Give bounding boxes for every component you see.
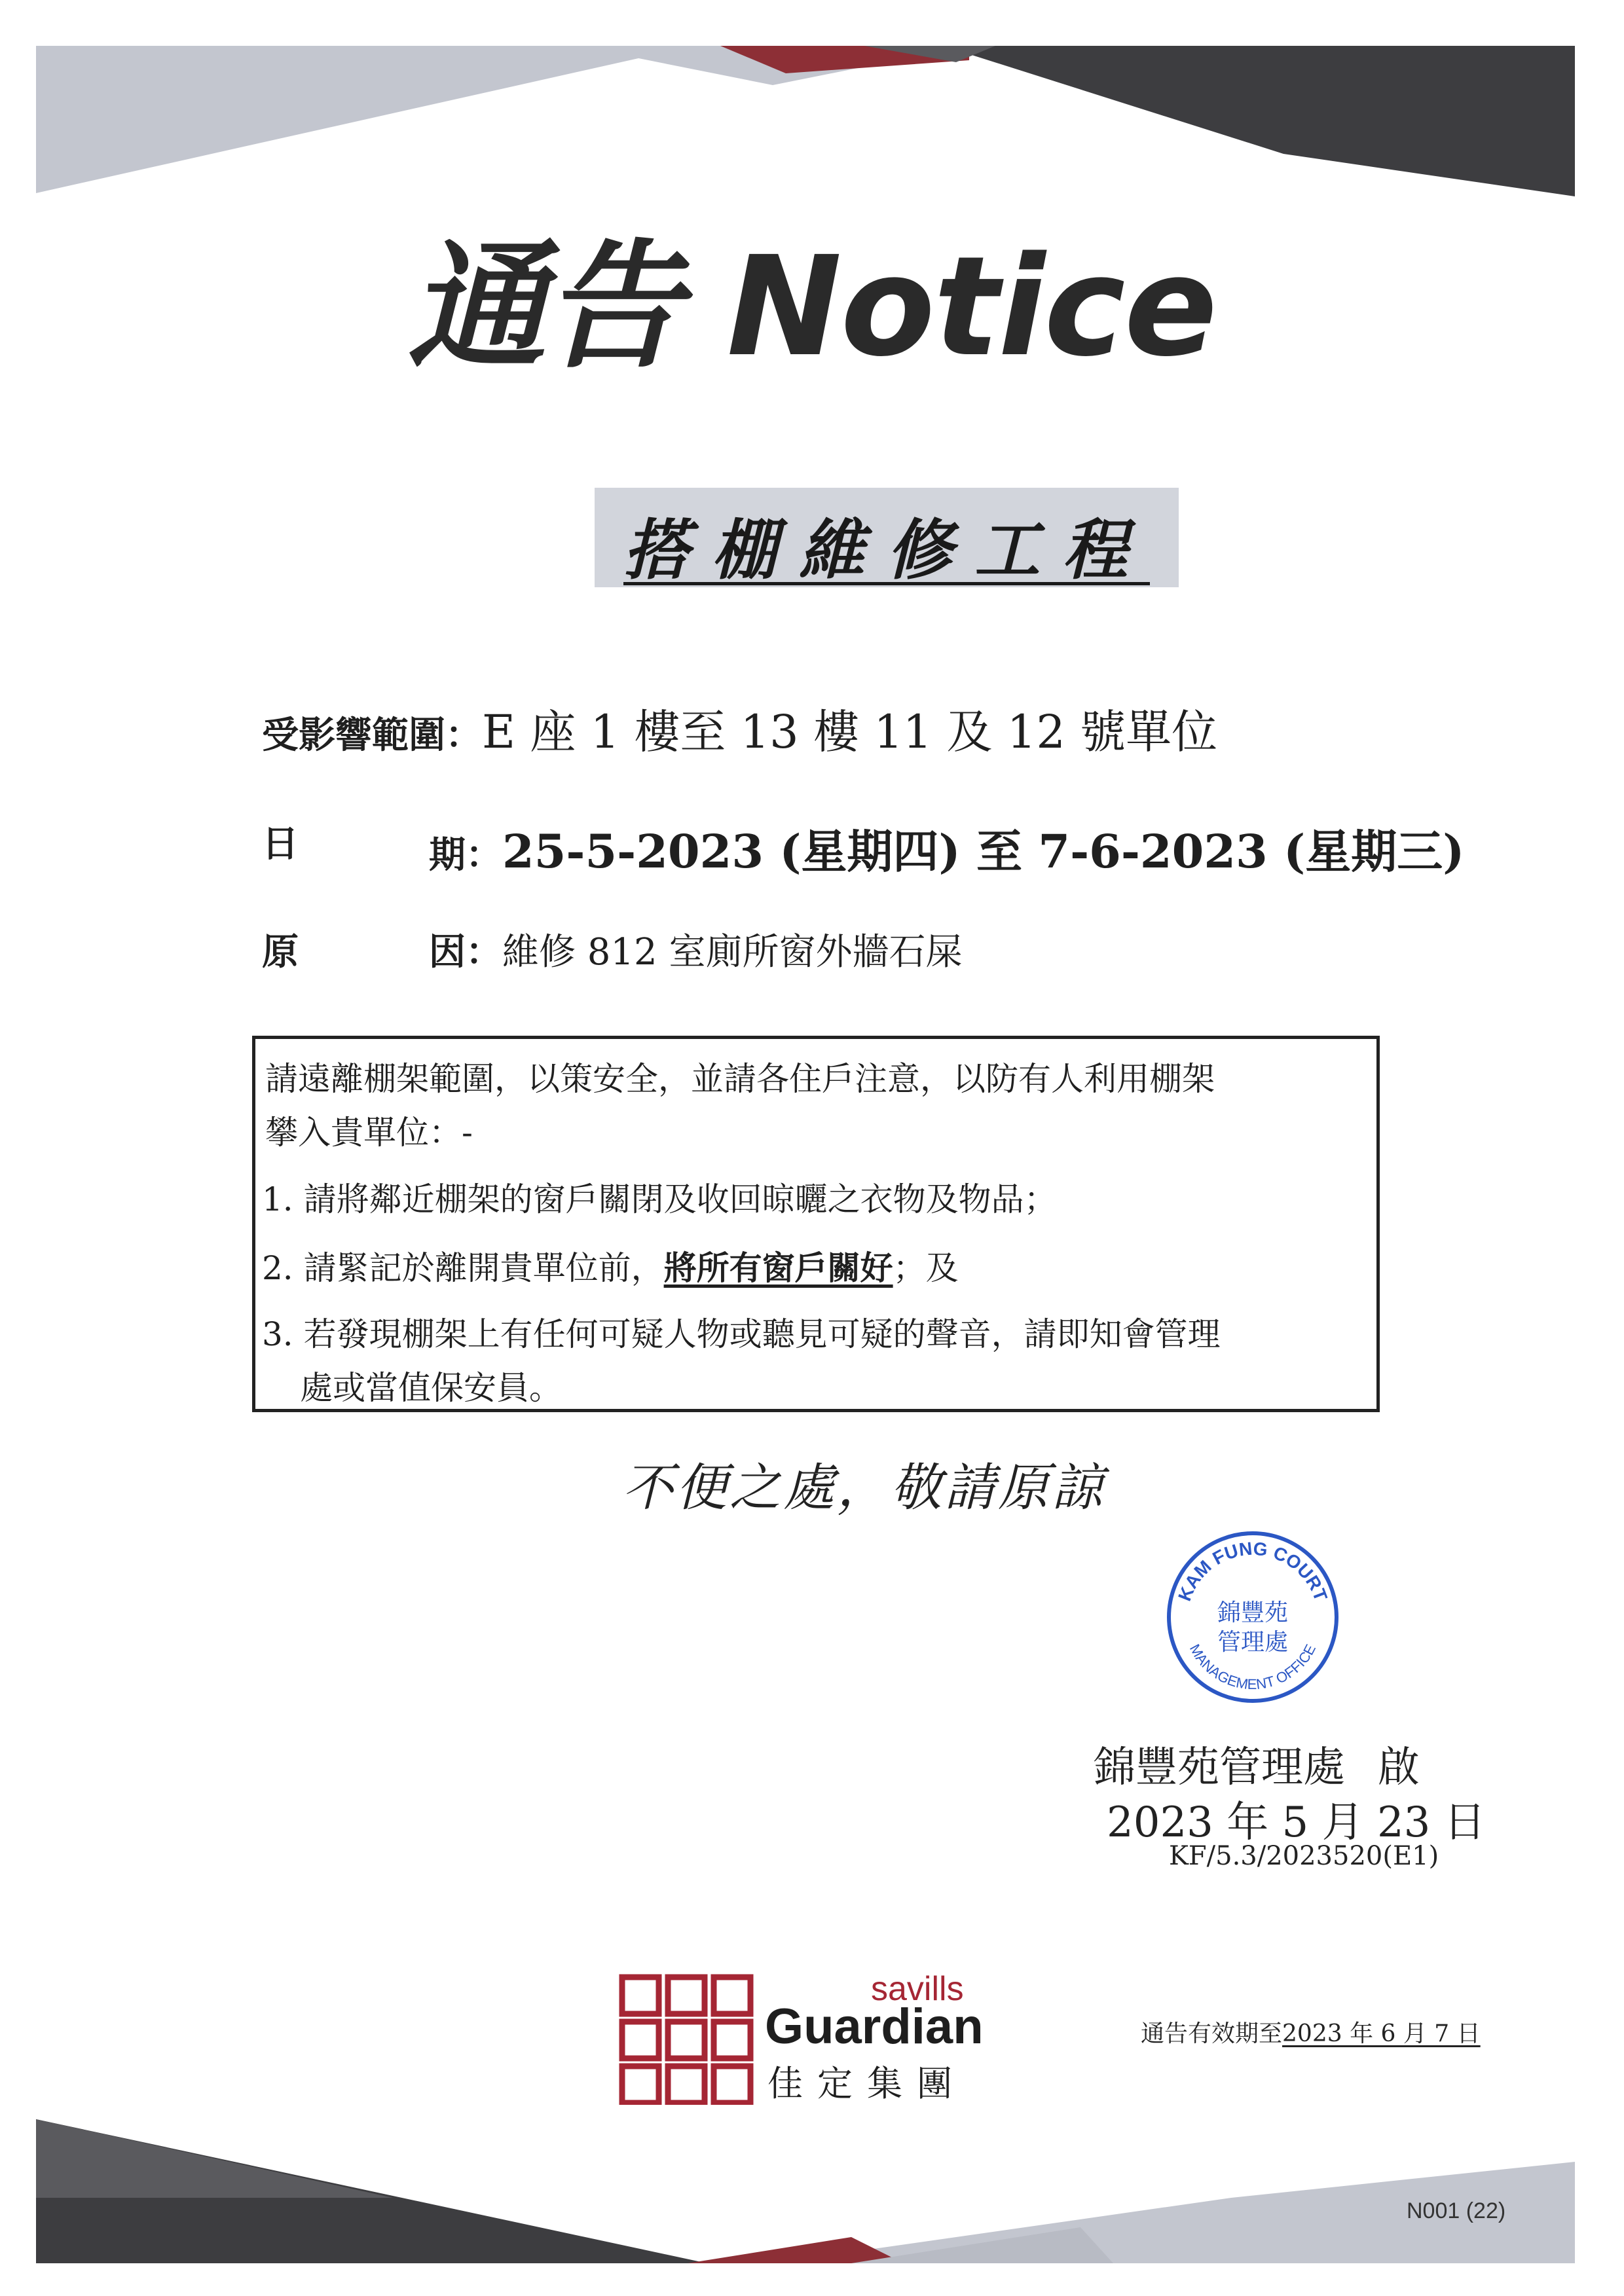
validity-date: 2023 年 6 月 7 日 bbox=[1282, 2020, 1481, 2047]
stamp-top-text: KAM FUNG COURT bbox=[1174, 1538, 1331, 1604]
reason-row-value bbox=[429, 923, 963, 975]
date-colon: ： bbox=[466, 834, 502, 877]
date-row-value bbox=[429, 815, 1464, 881]
reference-number: KF/5.3/2023520(E1) bbox=[1169, 1841, 1439, 1871]
top-decorative-band bbox=[0, 0, 1624, 196]
bottom-decorative-band bbox=[0, 2100, 1624, 2296]
notice-validity bbox=[1141, 2015, 1481, 2049]
signature-date: 2023 年 5 月 23 日 bbox=[1107, 1798, 1486, 1847]
instruction-item-2 bbox=[262, 1242, 959, 1289]
stamp-bottom-text: MANAGEMENT OFFICE bbox=[1186, 1641, 1320, 1693]
svg-text:KAM FUNG COURT bbox=[1174, 1539, 1331, 1604]
scope-value: E 座 1 樓至 13 樓 11 及 12 號單位 bbox=[482, 705, 1218, 759]
notice-title: 通告 Notice bbox=[407, 227, 1217, 387]
instruction-item-2-suffix: ；及 bbox=[893, 1249, 959, 1287]
instruction-item-3-line1: 3. 若發現棚架上有任何可疑人物或聽見可疑的聲音，請即知會管理 bbox=[262, 1315, 1221, 1353]
subject-heading: 搭棚維修工程 bbox=[623, 511, 1150, 589]
guardian-brand: Guardian bbox=[765, 1999, 984, 2054]
instruction-item-1: 1. 請將鄰近棚架的窗戶關閉及收回晾曬之衣物及物品； bbox=[262, 1180, 1057, 1218]
guardian-grid-logo bbox=[619, 1974, 756, 2105]
instructions-intro-line1: 請遠離棚架範圍，以策安全，並請各住戶注意，以防有人利用棚架 bbox=[265, 1060, 1215, 1098]
reason-colon: ： bbox=[466, 931, 502, 974]
date-row bbox=[262, 815, 299, 867]
management-office-stamp bbox=[1158, 1522, 1348, 1712]
instruction-item-3-line2: 處或當值保安員。 bbox=[300, 1369, 562, 1407]
guardian-chinese-brand: 佳定集團 bbox=[767, 2063, 967, 2104]
savills-brand: savills bbox=[871, 1970, 964, 2008]
reason-label-second: 因 bbox=[429, 931, 466, 974]
reason-value: 維修 812 室廁所窗外牆石屎 bbox=[502, 931, 963, 974]
signature-issuer: 錦豐苑管理處 bbox=[1094, 1743, 1345, 1792]
signature-issuer-line bbox=[1094, 1734, 1420, 1794]
stamp-name-line2: 管理處 bbox=[1217, 1629, 1289, 1656]
reason-label-first: 原 bbox=[262, 931, 299, 974]
form-code: N001 (22) bbox=[1407, 2198, 1506, 2223]
closing-apology: 不便之處，敬請原諒 bbox=[622, 1459, 1106, 1518]
instructions-intro-line2: 攀入貴單位：- bbox=[265, 1114, 473, 1152]
instruction-item-2-emphasis: 將所有窗戶關好 bbox=[663, 1248, 893, 1287]
reason-row bbox=[262, 923, 299, 975]
date-label-second: 期 bbox=[429, 834, 466, 877]
date-label-first: 日 bbox=[262, 823, 299, 866]
instruction-item-2-prefix: 2. 請緊記於離開貴單位前， bbox=[262, 1249, 664, 1287]
date-value: 25-5-2023 (星期四) 至 7-6-2023 (星期三) bbox=[502, 824, 1465, 879]
scope-colon: ： bbox=[445, 714, 482, 757]
scope-row bbox=[262, 695, 1217, 761]
validity-label: 通告有效期至 bbox=[1141, 2020, 1283, 2047]
stamp-name-line1: 錦豐苑 bbox=[1217, 1599, 1289, 1626]
scope-label: 受影響範圍 bbox=[262, 714, 445, 757]
signature-issuer-suffix: 啟 bbox=[1378, 1743, 1420, 1792]
